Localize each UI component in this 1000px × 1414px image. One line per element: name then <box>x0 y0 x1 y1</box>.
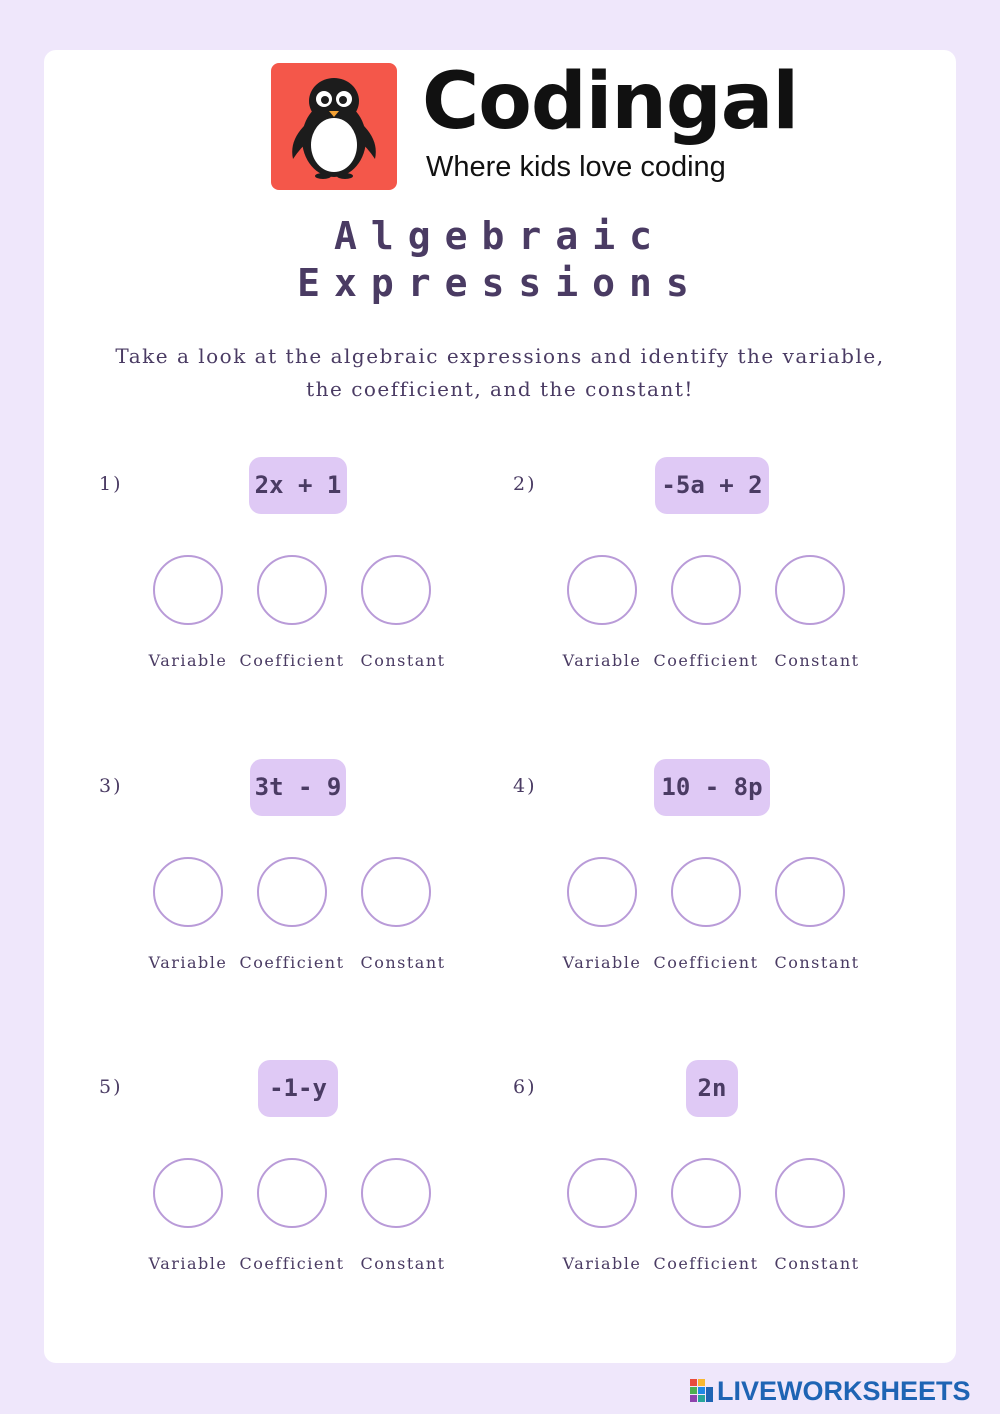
problem-5 <box>99 1076 539 1316</box>
expression-badge: -1-y <box>258 1060 338 1117</box>
variable-label: Variable <box>148 953 228 972</box>
constant-label: Constant <box>360 1254 446 1273</box>
problem-1 <box>99 473 539 713</box>
liveworksheets-brand-text: LIVEWORKSHEETS <box>717 1375 971 1406</box>
variable-answer-circle[interactable] <box>153 1158 223 1228</box>
constant-label: Constant <box>360 953 446 972</box>
problem-number: 4) <box>513 775 537 797</box>
variable-answer-circle[interactable] <box>153 857 223 927</box>
problem-4 <box>513 775 953 1015</box>
variable-answer-circle[interactable] <box>567 1158 637 1228</box>
problem-2 <box>513 473 953 713</box>
variable-label: Variable <box>148 1254 228 1273</box>
coefficient-answer-circle[interactable] <box>257 1158 327 1228</box>
constant-answer-circle[interactable] <box>775 555 845 625</box>
variable-label: Variable <box>148 651 228 670</box>
expression-badge: 3t - 9 <box>250 759 346 816</box>
constant-label: Constant <box>774 1254 860 1273</box>
brand-name: Codingal <box>422 57 799 147</box>
page-title-line-1: Algebraic <box>334 214 666 258</box>
variable-label: Variable <box>562 953 642 972</box>
expression-badge: 2x + 1 <box>249 457 347 514</box>
problem-number: 3) <box>99 775 123 797</box>
variable-answer-circle[interactable] <box>567 857 637 927</box>
constant-answer-circle[interactable] <box>361 555 431 625</box>
coefficient-answer-circle[interactable] <box>671 1158 741 1228</box>
variable-answer-circle[interactable] <box>567 555 637 625</box>
constant-answer-circle[interactable] <box>775 857 845 927</box>
brand-logo <box>271 63 397 190</box>
coefficient-label: Coefficient <box>653 953 759 972</box>
coefficient-label: Coefficient <box>239 651 345 670</box>
variable-label: Variable <box>562 651 642 670</box>
constant-answer-circle[interactable] <box>361 857 431 927</box>
coefficient-label: Coefficient <box>239 1254 345 1273</box>
variable-answer-circle[interactable] <box>153 555 223 625</box>
coefficient-answer-circle[interactable] <box>671 555 741 625</box>
variable-label: Variable <box>562 1254 642 1273</box>
coefficient-label: Coefficient <box>653 651 759 670</box>
problem-number: 6) <box>513 1076 537 1098</box>
expression-badge: 10 - 8p <box>654 759 770 816</box>
expression-badge: -5a + 2 <box>655 457 769 514</box>
problem-number: 5) <box>99 1076 123 1098</box>
expression-badge: 2n <box>686 1060 738 1117</box>
constant-label: Constant <box>774 953 860 972</box>
liveworksheets-icon <box>690 1379 714 1403</box>
constant-answer-circle[interactable] <box>775 1158 845 1228</box>
coefficient-label: Coefficient <box>653 1254 759 1273</box>
constant-answer-circle[interactable] <box>361 1158 431 1228</box>
penguin-icon <box>271 63 397 190</box>
coefficient-answer-circle[interactable] <box>257 555 327 625</box>
problem-number: 2) <box>513 473 537 495</box>
liveworksheets-logo <box>690 1376 971 1406</box>
problem-6 <box>513 1076 953 1316</box>
coefficient-answer-circle[interactable] <box>671 857 741 927</box>
coefficient-answer-circle[interactable] <box>257 857 327 927</box>
problem-3 <box>99 775 539 1015</box>
coefficient-label: Coefficient <box>239 953 345 972</box>
brand-tagline: Where kids love coding <box>426 151 726 183</box>
constant-label: Constant <box>360 651 446 670</box>
constant-label: Constant <box>774 651 860 670</box>
problem-number: 1) <box>99 473 123 495</box>
instructions-text: Take a look at the algebraic expressions and identify the variable, the coefficient, and the constant! <box>115 344 885 401</box>
page-title-line-2: Expressions <box>297 261 703 305</box>
